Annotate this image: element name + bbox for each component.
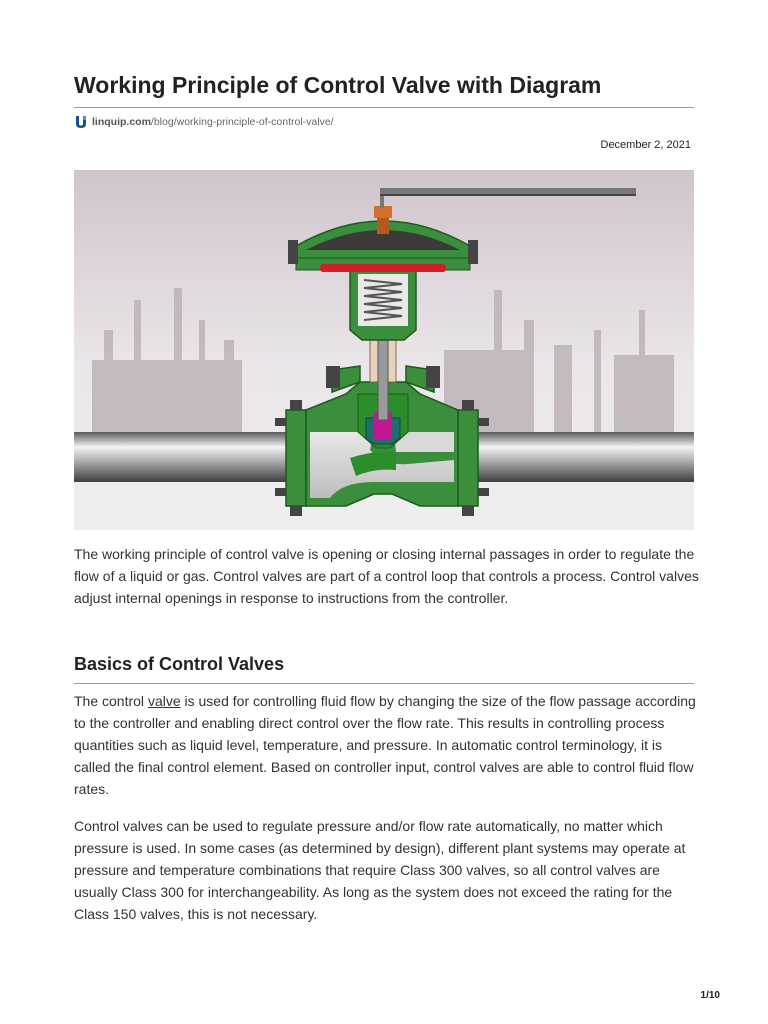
section-divider [74,683,694,684]
section-paragraph-1 [74,690,700,800]
p1-text-after: is used for controlling fluid flow by changing the size of the flow passage according to the controller and enabling direct control over the flow rate. This results in controlling process quantities such as liquid level, temperature, and pressure. In automatic control terminology, it is called the final control element. Based on controller input, control valves are able to control fluid flow rates. [74,693,696,797]
source-domain: linquip.com [92,116,151,128]
intro-paragraph: The working principle of control valve is opening or closing internal passages in order to regulate the flow of a liquid or gas. Control valves are part of a control loop that controls a process. Control valves adjust internal openings in response to instructions from the controller. [74,546,699,606]
section-paragraph-2: Control valves can be used to regulate pressure and/or flow rate automatically, no matter which pressure is used. In some cases (as determined by design), different plant systems may operate at pressure and temperature combinations that require Class 300 valves, so all control valves are usually Class 300 for interchangeability. As long as the system does not exceed the rating for the Class 150 valves, this is not necessary. [74,818,686,922]
section-heading: Basics of Control Valves [74,654,285,674]
source-url[interactable] [74,114,334,130]
title-divider [74,107,694,108]
page-number: 1/10 [700,990,720,1001]
source-path: /blog/working-principle-of-control-valve/ [150,116,334,128]
linquip-logo-icon [74,115,88,129]
valve-link[interactable]: valve [147,693,181,709]
publish-date: December 2, 2021 [600,139,691,151]
valve-illustration [74,170,694,530]
control-valve-diagram [74,170,694,530]
article-title: Working Principle of Control Valve with Diagram [74,72,602,98]
p1-text-before: The control [74,693,148,709]
